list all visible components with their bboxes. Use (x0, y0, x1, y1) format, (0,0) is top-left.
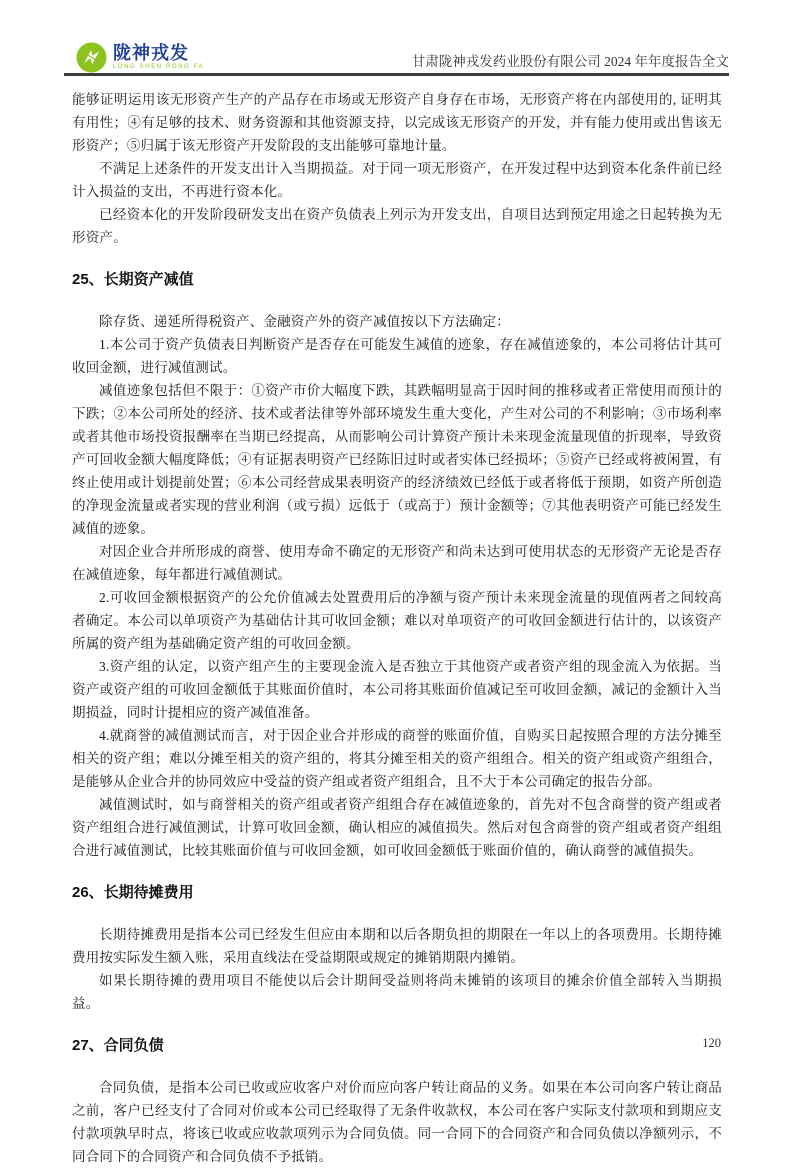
report-header-title: 甘肃陇神戎发药业股份有限公司 2024 年年度报告全文 (411, 54, 729, 69)
paragraph: 2.可收回金额根据资产的公允价值减去处置费用后的净额与资产预计未来现金流量的现值两者之间较高者确定。本公司以单项资产为基础估计其可收回金额；难以对单项资产的可收回金额进行估计的，以该资产所属的资产组为基础确定资产组的可收回金额。 (72, 590, 722, 651)
logo-text-cn: 陇神戎发 (113, 43, 189, 63)
document-body (72, 88, 722, 1168)
paragraph: 减值测试时，如与商誉相关的资产组或者资产组组合存在减值迹象的，首先对不包含商誉的资产组或者资产组组合进行减值测试，计算可收回金额，确认相应的减值损失。然后对包含商誉的资产组或者资产组组合进行减值测试，比较其账面价值与可收回金额，如可收回金额低于账面价值的，确认商誉的减值损失。 (72, 797, 722, 858)
paragraph: 对因企业合并所形成的商誉、使用寿命不确定的无形资产和尚未达到可使用状态的无形资产无论是否存在减值迹象，每年都进行减值测试。 (72, 544, 722, 582)
paragraph: 减值迹象包括但不限于：①资产市价大幅度下跌，其跌幅明显高于因时间的推移或者正常使用而预计的下跌；②本公司所处的经济、技术或者法律等外部环境发生重大变化，产生对公司的不利影响；③市场利率或者其他市场投资报酬率在当期已经提高，从而影响公司计算资产预计未来现金流量现值的折现率，导致资产可回收金额大幅度降低；④有证据表明资产已经陈旧过时或者实体已经损坏；⑤资产已经或将被闲置，有终止使用或计划提前处置；⑥本公司经营成果表明资产的经济绩效已经低于或者将低于预期，如资产所创造的净现金流量或者实现的营业利润（或亏损）远低于（或高于）预计金额等；⑦其他表明资产可能已经发生减值的迹象。 (72, 383, 722, 536)
logo-text-en: LONG SHEN RONG FA (113, 64, 205, 70)
paragraph: 已经资本化的开发阶段研发支出在资产负债表上列示为开发支出，自项目达到预定用途之日起转换为无形资产。 (72, 207, 722, 245)
paragraph: 4.就商誉的减值测试而言，对于因企业合并形成的商誉的账面价值，自购买日起按照合理的方法分摊至相关的资产组；难以分摊至相关的资产组的，将其分摊至相关的资产组组合。相关的资产组或资产组组合，是能够从企业合并的协同效应中受益的资产组或者资产组组合，且不大于本公司确定的报告分部。 (72, 728, 722, 789)
paragraph: 合同负债，是指本公司已收或应收客户对价而应向客户转让商品的义务。如果在本公司向客户转让商品之前，客户已经支付了合同对价或本公司已经取得了无条件收款权，本公司在客户实际支付款项和到期应支付款项孰早时点，将该已收或应收款项列示为合同负债。同一合同下的合同资产和合同负债以净额列示，不同合同下的合同资产和合同负债不予抵销。 (72, 1080, 722, 1164)
paragraph: 能够证明运用该无形资产生产的产品存在市场或无形资产自身存在市场，无形资产将在内部使用的, 证明其有用性；④有足够的技术、财务资源和其他资源支持，以完成该无形资产的开发，并有能力使用或出售该无形资产；⑤归属于该无形资产开发阶段的支出能够可靠地计量。 (72, 92, 722, 153)
logo-wordmark (113, 42, 204, 71)
paragraph: 不满足上述条件的开发支出计入当期损益。对于同一项无形资产，在开发过程中达到资本化条件前已经计入损益的支出，不再进行资本化。 (72, 161, 722, 199)
logo-bird-icon (76, 42, 107, 73)
paragraph: 如果长期待摊的费用项目不能使以后会计期间受益则将尚未摊销的该项目的摊余价值全部转入当期损益。 (72, 973, 722, 1011)
paragraph: 长期待摊费用是指本公司已经发生但应由本期和以后各期负担的期限在一年以上的各项费用。长期待摊费用按实际发生额入账，采用直线法在受益期限或规定的摊销期限内摊销。 (72, 927, 722, 965)
header-divider (64, 73, 729, 76)
paragraph: 1.本公司于资产负债表日判断资产是否存在可能发生减值的迹象，存在减值迹象的，本公司将估计其可收回金额，进行减值测试。 (72, 337, 722, 375)
section-heading-27: 27、合同负债 (72, 1037, 164, 1054)
paragraph: 3.资产组的认定，以资产组产生的主要现金流入是否独立于其他资产或者资产组的现金流入为依据。当资产或资产组的可收回金额低于其账面价值时，本公司将其账面价值减记至可收回金额，减记的金额计入当期损益，同时计提相应的资产减值准备。 (72, 659, 722, 720)
company-logo (76, 42, 204, 73)
page-header (0, 0, 793, 76)
section-heading-26: 26、长期待摊费用 (72, 884, 194, 901)
page-number: 120 (702, 1036, 721, 1050)
paragraph: 除存货、递延所得税资产、金融资产外的资产减值按以下方法确定： (99, 314, 510, 329)
section-heading-25: 25、长期资产减值 (72, 271, 194, 288)
